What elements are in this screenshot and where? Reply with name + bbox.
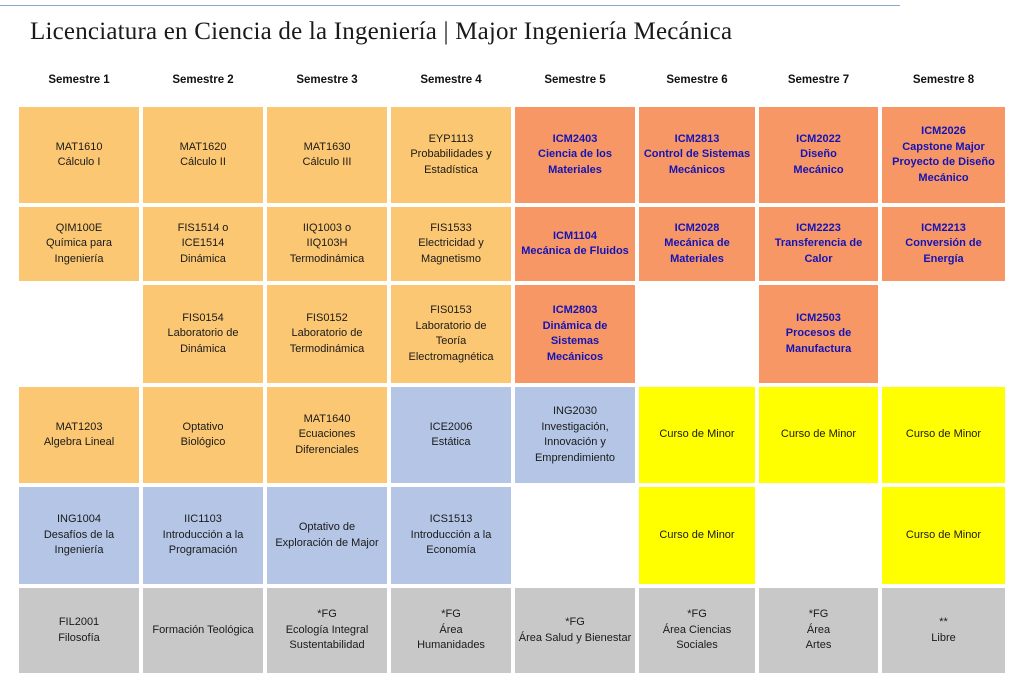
course-cell [513, 205, 637, 283]
course-cell [265, 586, 389, 675]
course-code: Formación Teológica [152, 623, 254, 636]
course-cell [265, 485, 389, 586]
course-cell [141, 205, 265, 283]
semester-header-3: Semestre 3 [296, 74, 358, 86]
course-name-line: Mecánicos [546, 350, 604, 363]
course-cell [389, 485, 513, 586]
course-name-line: Mecánicos [668, 163, 726, 176]
course-name-line: Electricidad y [418, 237, 484, 250]
course-name-line: Algebra Lineal [43, 436, 115, 448]
course-code: ICM1104 [552, 229, 598, 242]
course-name-line: Sustentabilidad [289, 639, 365, 652]
course-code: ICM2028 [674, 221, 720, 234]
course-name-line: Cálculo I [57, 156, 101, 168]
course-code: Optativo de [298, 521, 356, 533]
course-name-line: Diferenciales [295, 443, 359, 456]
course-name-line: Ingeniería [54, 544, 104, 557]
course-name-line: Diseño [800, 148, 837, 161]
course-code: FIS0153 [430, 304, 472, 316]
course-name-line: Dinámica [180, 342, 226, 355]
course-code: *FG [565, 616, 585, 628]
course-code: ING2030 [552, 405, 598, 417]
course-code: MAT1203 [55, 420, 103, 433]
course-name-line: Humanidades [417, 639, 485, 652]
course-cell [637, 205, 757, 283]
course-code: MAT1620 [179, 140, 227, 153]
course-name-line: Química para [45, 237, 113, 250]
course-cell [265, 283, 389, 385]
course-code: FIS0152 [306, 311, 348, 324]
course-name-line: Proyecto de Diseño [892, 156, 995, 168]
course-code: *FG [441, 608, 461, 621]
course-name-line: Dinámica [180, 252, 226, 265]
course-name-line: Investigación, [541, 420, 609, 433]
course-name-line: Programación [168, 544, 238, 557]
course-cell [265, 105, 389, 205]
course-cell [389, 105, 513, 205]
course-name-line: Mecánica de [664, 237, 730, 250]
course-cell [757, 105, 880, 205]
course-cell [757, 205, 880, 283]
semester-header-1: Semestre 1 [48, 74, 110, 86]
course-code: MAT1640 [303, 412, 351, 425]
course-name-line: Libre [931, 631, 956, 644]
course-code: IIQ1003 o [302, 221, 352, 234]
course-cell [637, 385, 757, 485]
course-name-line: Teoría [435, 335, 467, 347]
course-cell [389, 385, 513, 485]
course-name-line: Estática [431, 436, 471, 448]
course-code: *FG [687, 608, 707, 621]
course-cell [141, 485, 265, 586]
semester-header-4: Semestre 4 [420, 74, 482, 86]
course-code: Curso de Minor [659, 428, 735, 441]
course-name-line: Cálculo III [302, 156, 352, 168]
course-code: ING1004 [56, 513, 102, 526]
course-name-line: Magnetismo [421, 252, 481, 265]
course-name-line: Filosofía [58, 631, 100, 644]
course-cell [17, 105, 141, 205]
course-name-line: Área Salud y Bienestar [518, 631, 632, 644]
course-name-line: Materiales [548, 163, 602, 176]
course-code: ICM2022 [796, 132, 841, 145]
course-code: ICM2213 [921, 221, 966, 234]
course-cell [637, 586, 757, 675]
course-cell [265, 205, 389, 283]
course-name-line: Laboratorio de [415, 319, 487, 332]
course-name-line: Introducción a la [410, 528, 492, 541]
course-code: Curso de Minor [780, 428, 857, 441]
course-name-line: Mecánica de Fluidos [521, 245, 629, 257]
course-cell [389, 586, 513, 675]
course-cell [757, 385, 880, 485]
course-code: ICM2803 [552, 304, 598, 316]
course-name-line: Área [439, 623, 463, 636]
course-code: *FG [317, 608, 337, 621]
course-cell [17, 485, 141, 586]
semester-header-8: Semestre 8 [912, 74, 975, 86]
semester-header-2: Semestre 2 [172, 74, 234, 86]
course-code: FIL2001 [58, 616, 100, 628]
course-name-line: Laboratorio de [291, 327, 363, 340]
course-cell [389, 283, 513, 385]
course-code: ICM2403 [552, 132, 598, 145]
course-cell [880, 105, 1007, 205]
semester-header-6: Semestre 6 [666, 74, 728, 86]
course-code: ICM2503 [796, 311, 841, 324]
semester-header-row [17, 74, 1007, 92]
course-name-line: Conversión de Energía [905, 237, 982, 265]
course-name-line: Área [806, 623, 831, 636]
course-cell [141, 283, 265, 385]
course-cell [17, 586, 141, 675]
course-name-line: Termodinámica [289, 342, 365, 355]
course-code: FIS1533 [430, 221, 472, 234]
course-name-line: Biológico [180, 436, 226, 448]
course-name-line: Artes [805, 639, 832, 652]
course-name-line: ICE1514 [181, 237, 225, 250]
course-cell [880, 586, 1007, 675]
course-cell [141, 385, 265, 485]
course-name-line: Transferencia de Calor [774, 237, 863, 265]
course-cell [757, 586, 880, 675]
course-code: Curso de Minor [905, 528, 982, 541]
course-name-line: Capstone Major [902, 140, 985, 153]
course-name-line: Ciencia de los [538, 148, 612, 161]
course-cell [513, 105, 637, 205]
course-cell [265, 385, 389, 485]
top-divider [0, 5, 900, 6]
page-title: Licenciatura en Ciencia de la Ingeniería | Major Ingeniería Mecánica [30, 18, 733, 45]
course-code: ICS1513 [429, 513, 473, 526]
course-name-line: Mecánico [793, 163, 844, 176]
course-name-line: Introducción a la [162, 528, 244, 541]
course-name-line: Procesos de [785, 327, 852, 340]
course-cell [17, 385, 141, 485]
course-code: Curso de Minor [905, 428, 982, 441]
course-code: IIC1103 [184, 513, 222, 526]
course-name-line: Probabilidades y [410, 148, 492, 161]
course-cell [880, 385, 1007, 485]
course-name-line: Termodinámica [289, 252, 365, 265]
course-cell [880, 205, 1007, 283]
course-cell [141, 586, 265, 675]
course-code: MAT1610 [55, 140, 103, 153]
course-cell [17, 205, 141, 283]
course-cell [637, 105, 757, 205]
course-name-line: Estadística [424, 163, 478, 176]
semester-header-5: Semestre 5 [544, 74, 606, 86]
course-name-line: IIQ103H [306, 237, 348, 250]
course-code: ICM2026 [921, 125, 966, 137]
course-name-line: Desafíos de la [43, 528, 115, 541]
curriculum-grid [17, 105, 1007, 675]
course-name-line: Cálculo II [180, 156, 226, 168]
course-name-line: Innovación y [544, 436, 606, 448]
course-cell [141, 105, 265, 205]
course-cell [389, 205, 513, 283]
course-code: EYP1113 [428, 132, 474, 145]
course-name-line: Dinámica de Sistemas [542, 319, 608, 347]
course-cell [513, 283, 637, 385]
course-code: MAT1630 [303, 140, 351, 153]
course-name-line: Ecuaciones [298, 428, 356, 441]
course-code: QIM100E [55, 221, 103, 234]
course-name-line: Economía [426, 544, 476, 557]
course-name-line: Exploración de Major [275, 536, 379, 549]
course-name-line: Electromagnética [408, 350, 494, 363]
course-name-line: Mecánico [918, 171, 969, 184]
course-cell [757, 283, 880, 385]
course-code: ICM2813 [674, 132, 720, 145]
course-cell [513, 385, 637, 485]
course-name-line: Control de Sistemas [643, 148, 751, 161]
course-code: ** [939, 616, 948, 628]
course-name-line: Manufactura [785, 342, 852, 355]
course-code: *FG [808, 608, 829, 621]
course-name-line: Ingeniería [54, 252, 104, 265]
course-code: FIS0154 [182, 311, 224, 324]
course-cell [637, 485, 757, 586]
course-code: ICE2006 [429, 420, 473, 433]
course-code: Optativo [182, 420, 224, 433]
semester-header-7: Semestre 7 [787, 74, 850, 86]
course-name-line: Materiales [670, 252, 724, 265]
course-code: FIS1514 o [177, 221, 229, 234]
course-name-line: Ecología Integral [285, 623, 369, 636]
course-cell [513, 586, 637, 675]
course-name-line: Emprendimiento [534, 451, 616, 464]
course-name-line: Laboratorio de [167, 327, 239, 340]
course-cell [880, 485, 1007, 586]
course-name-line: Área Ciencias Sociales [662, 623, 732, 652]
course-code: Curso de Minor [659, 528, 735, 541]
course-code: ICM2223 [796, 221, 841, 234]
